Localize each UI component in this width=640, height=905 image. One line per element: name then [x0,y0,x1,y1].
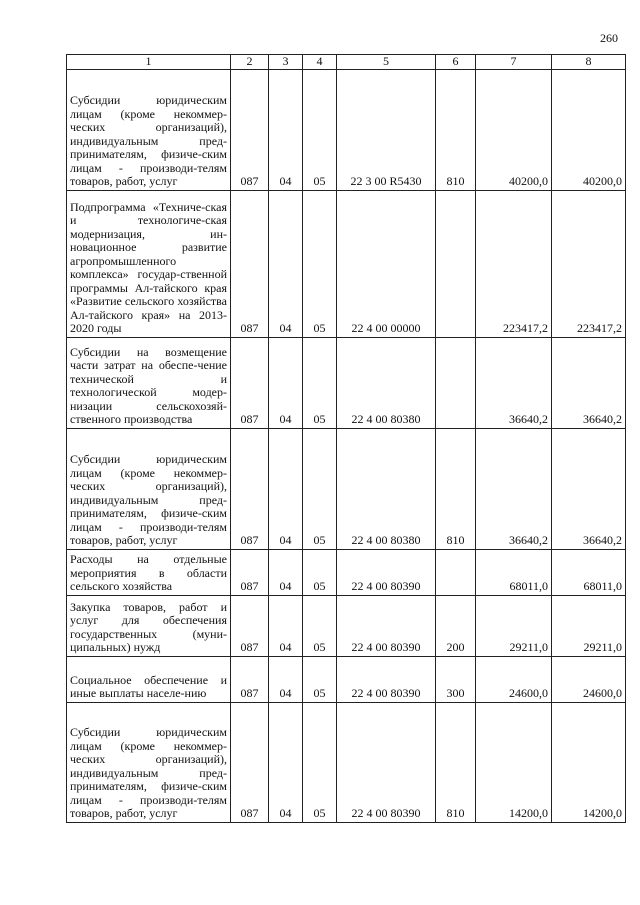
cell-col5: 22 3 00 R5430 [337,69,436,190]
cell-col5: 22 4 00 80390 [337,549,436,595]
cell-col7: 223417,2 [476,190,552,337]
row-description: Социальное обеспечение и иные выплаты населе-нию [67,656,231,702]
cell-col4: 05 [303,69,337,190]
cell-col5: 22 4 00 80390 [337,702,436,822]
table-row [67,702,626,822]
cell-col2: 087 [231,549,269,595]
cell-col4: 05 [303,549,337,595]
cell-col3: 04 [269,595,303,656]
cell-col4: 05 [303,428,337,549]
cell-col3: 04 [269,428,303,549]
cell-col2: 087 [231,428,269,549]
cell-col5: 22 4 00 00000 [337,190,436,337]
header-col-3: 3 [269,55,303,70]
cell-col2: 087 [231,702,269,822]
cell-col6: 810 [436,702,476,822]
cell-col4: 05 [303,656,337,702]
row-description: Субсидии на возмещение части затрат на обеспе-чение технической и технологической модер-низации сельскохозяй-ственного производства [67,337,231,428]
row-description: Субсидии юридическим лицам (кроме некоммер-ческих организаций), индивидуальным пред-принимателям, физиче-ским лицам - производи-телям товаров, работ, услуг [67,69,231,190]
cell-col7: 14200,0 [476,702,552,822]
header-col-7: 7 [476,55,552,70]
cell-col5: 22 4 00 80390 [337,595,436,656]
cell-col7: 36640,2 [476,337,552,428]
table-row [67,428,626,549]
table-row [67,190,626,337]
cell-col7: 68011,0 [476,549,552,595]
cell-col2: 087 [231,656,269,702]
cell-col3: 04 [269,69,303,190]
cell-col8: 36640,2 [552,337,626,428]
cell-col3: 04 [269,337,303,428]
row-description: Подпрограмма «Техниче-ская и технологиче-ская модернизация, ин-новационное развитие агропромышленного комплекса» государ-ственной программы Ал-тайского края «Развитие сельского хозяйства Ал-тайского края» на 2013-2020 годы [67,190,231,337]
cell-col8: 29211,0 [552,595,626,656]
budget-table [66,54,626,823]
cell-col6 [436,190,476,337]
cell-col7: 29211,0 [476,595,552,656]
cell-col7: 40200,0 [476,69,552,190]
cell-col2: 087 [231,190,269,337]
cell-col2: 087 [231,69,269,190]
cell-col7: 36640,2 [476,428,552,549]
row-description: Расходы на отдельные мероприятия в области сельского хозяйства [67,549,231,595]
row-description: Субсидии юридическим лицам (кроме некоммер-ческих организаций), индивидуальным пред-принимателям, физиче-ским лицам - производи-телям товаров, работ, услуг [67,702,231,822]
cell-col4: 05 [303,702,337,822]
cell-col6 [436,337,476,428]
cell-col2: 087 [231,337,269,428]
cell-col3: 04 [269,190,303,337]
cell-col6: 300 [436,656,476,702]
cell-col8: 223417,2 [552,190,626,337]
cell-col6 [436,549,476,595]
table-row [67,337,626,428]
cell-col5: 22 4 00 80390 [337,656,436,702]
cell-col2: 087 [231,595,269,656]
header-row [67,55,626,70]
cell-col8: 14200,0 [552,702,626,822]
cell-col4: 05 [303,595,337,656]
cell-col8: 36640,2 [552,428,626,549]
header-col-1: 1 [67,55,231,70]
cell-col8: 40200,0 [552,69,626,190]
cell-col4: 05 [303,190,337,337]
cell-col5: 22 4 00 80380 [337,337,436,428]
header-col-2: 2 [231,55,269,70]
header-col-6: 6 [436,55,476,70]
header-col-4: 4 [303,55,337,70]
cell-col5: 22 4 00 80380 [337,428,436,549]
page-number: 260 [600,31,618,45]
cell-col6: 810 [436,69,476,190]
cell-col7: 24600,0 [476,656,552,702]
cell-col3: 04 [269,702,303,822]
header-col-5: 5 [337,55,436,70]
header-col-8: 8 [552,55,626,70]
table-row [67,595,626,656]
cell-col3: 04 [269,549,303,595]
table-row [67,69,626,190]
cell-col8: 24600,0 [552,656,626,702]
cell-col6: 200 [436,595,476,656]
cell-col8: 68011,0 [552,549,626,595]
table-row [67,549,626,595]
table-row [67,656,626,702]
row-description: Субсидии юридическим лицам (кроме некоммер-ческих организаций), индивидуальным пред-принимателям, физиче-ским лицам - производи-телям товаров, работ, услуг [67,428,231,549]
row-description: Закупка товаров, работ и услуг для обеспечения государственных (муни-ципальных) нужд [67,595,231,656]
cell-col3: 04 [269,656,303,702]
cell-col6: 810 [436,428,476,549]
cell-col4: 05 [303,337,337,428]
